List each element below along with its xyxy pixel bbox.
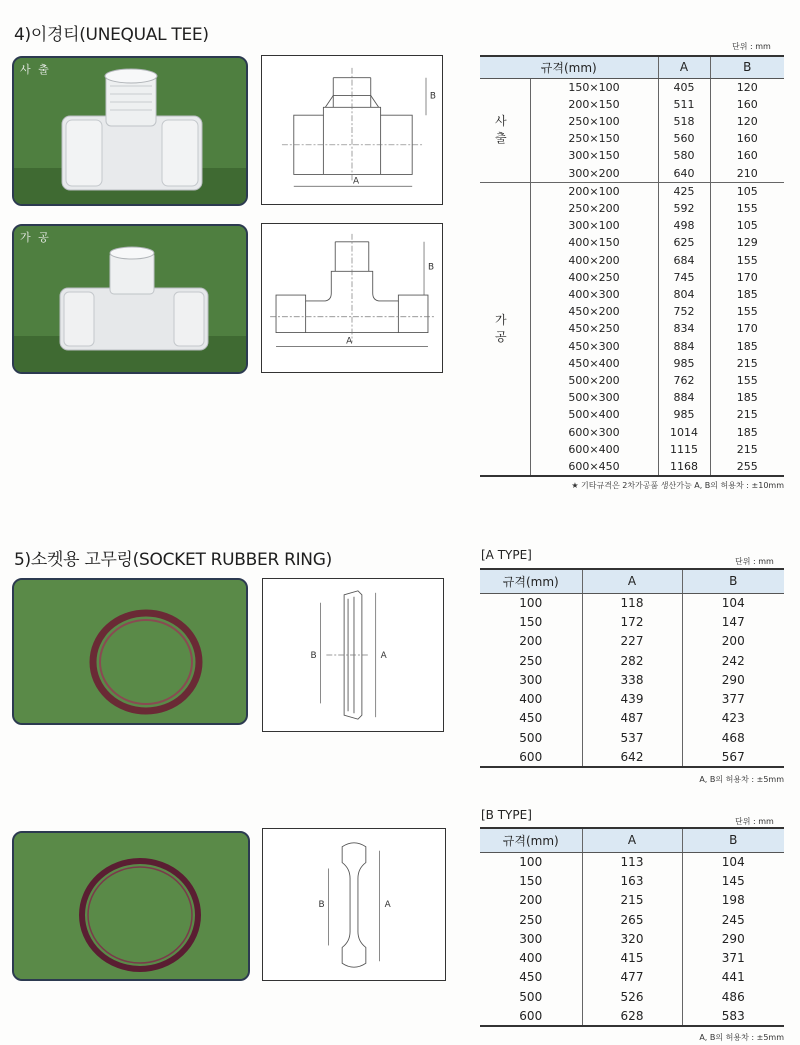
b-cell: 468 <box>721 730 745 745</box>
spec-cell: 100 <box>480 593 582 612</box>
col-header-spec: 규격(mm) <box>480 56 658 78</box>
b-cell: 155 <box>736 373 758 387</box>
spec-cell: 300×200 <box>530 165 658 183</box>
tee-fabricated-image <box>14 226 248 374</box>
table-row <box>480 852 784 871</box>
a-cell: 215 <box>582 891 682 910</box>
ring-a-dim-b: B <box>310 650 317 661</box>
b-cell: 371 <box>721 951 745 966</box>
ring-a-dim-a: A <box>380 650 387 661</box>
a-cell: 580 <box>658 147 710 164</box>
spec-cell: 450×400 <box>530 355 658 372</box>
table-row <box>480 78 784 96</box>
spec-cell: 300 <box>480 929 582 948</box>
a-cell: 1014 <box>658 424 710 441</box>
a-cell: 752 <box>658 303 710 320</box>
b-cell: 185 <box>736 339 758 353</box>
a-cell: 985 <box>658 355 710 372</box>
ring-a-image <box>14 580 248 725</box>
b-cell: 567 <box>682 747 784 766</box>
a-cell: 439 <box>582 689 682 708</box>
photo-label-injection: 사 출 <box>20 63 51 76</box>
spec-cell: 500×400 <box>530 406 658 423</box>
a-cell: 985 <box>658 406 710 423</box>
a-cell: 884 <box>658 338 710 355</box>
a-cell: 560 <box>658 130 710 147</box>
b-cell: 104 <box>721 854 745 869</box>
table-row <box>480 968 784 987</box>
table-row <box>480 651 784 670</box>
a-cell: 265 <box>582 910 682 929</box>
spec-cell: 450 <box>480 968 582 987</box>
spec-cell: 150 <box>480 612 582 631</box>
a-cell: 1168 <box>658 458 710 476</box>
spec-cell: 450 <box>480 709 582 728</box>
b-cell: 200 <box>721 634 745 649</box>
tee-photo-injection <box>12 56 248 206</box>
ring-b-table-header <box>480 828 784 852</box>
ring-b-dim-a: A <box>384 899 391 910</box>
b-cell: 215 <box>736 356 758 370</box>
a-cell: 405 <box>658 78 710 96</box>
a-cell: 684 <box>658 252 710 269</box>
b-cell: 255 <box>710 458 784 476</box>
ring-b-diagram <box>263 829 445 980</box>
b-cell: 245 <box>721 912 745 927</box>
ring-a-unit-label: 단위 : mm <box>735 557 774 566</box>
ring-a-col-a: A <box>582 569 682 593</box>
ring-b-tolerance-note: A, B의 허용차 : ±5mm <box>699 1033 784 1042</box>
a-cell: 477 <box>582 968 682 987</box>
b-cell: 129 <box>736 236 758 250</box>
a-cell: 320 <box>582 929 682 948</box>
ring-photo-a-type <box>12 578 248 725</box>
b-cell: 160 <box>736 132 758 146</box>
table-row <box>480 593 784 612</box>
ring-photo-b-type <box>12 831 250 981</box>
spec-cell: 300 <box>480 670 582 689</box>
a-cell: 498 <box>658 217 710 234</box>
spec-cell: 150×100 <box>530 78 658 96</box>
tee1-dim-a: A <box>352 176 360 187</box>
tee-table-header <box>480 56 784 78</box>
spec-cell: 600 <box>480 747 582 766</box>
tee-tolerance-note: ★ 기타규격은 2차가공품 생산가능 A, B의 허용차 : ±10mm <box>571 481 784 490</box>
spec-cell: 600 <box>480 1006 582 1025</box>
ring-b-table <box>480 827 784 1027</box>
spec-cell: 600×450 <box>530 458 658 476</box>
table-row <box>480 747 784 766</box>
tee-drawing-fabricated <box>261 223 443 373</box>
a-cell: 526 <box>582 987 682 1006</box>
ring-b-dim-b: B <box>318 899 325 910</box>
b-cell: 423 <box>721 711 745 726</box>
b-cell: 160 <box>736 149 758 163</box>
b-cell: 155 <box>736 253 758 267</box>
b-cell: 441 <box>721 970 745 985</box>
b-cell: 377 <box>721 692 745 707</box>
a-cell: 592 <box>658 200 710 217</box>
table-row <box>480 670 784 689</box>
ring-a-tolerance-note: A, B의 허용차 : ±5mm <box>699 775 784 784</box>
b-cell: 155 <box>736 201 758 215</box>
b-cell: 105 <box>736 219 758 233</box>
a-cell: 163 <box>582 871 682 890</box>
b-cell: 583 <box>682 1006 784 1025</box>
ring-b-image <box>14 833 250 981</box>
photo-label-fabricated: 가 공 <box>20 231 51 244</box>
a-cell: 642 <box>582 747 682 766</box>
table-row <box>480 891 784 910</box>
b-cell: 160 <box>736 97 758 111</box>
spec-cell: 400 <box>480 689 582 708</box>
a-cell: 804 <box>658 286 710 303</box>
b-cell: 145 <box>721 873 745 888</box>
b-cell: 185 <box>736 391 758 405</box>
spec-cell: 150 <box>480 871 582 890</box>
b-cell: 170 <box>736 270 758 284</box>
tee-drawing-injection <box>261 55 443 205</box>
tee2-dim-a: A <box>346 336 353 347</box>
table-row <box>480 728 784 747</box>
table-row <box>480 689 784 708</box>
b-cell: 290 <box>721 672 745 687</box>
tee2-dim-b: B <box>427 262 435 273</box>
ring-b-type-label: [B TYPE] <box>481 808 532 822</box>
a-cell: 640 <box>658 165 710 183</box>
b-cell: 120 <box>736 80 758 94</box>
a-cell: 511 <box>658 96 710 113</box>
table-row <box>480 987 784 1006</box>
spec-cell: 500 <box>480 987 582 1006</box>
a-cell: 518 <box>658 113 710 130</box>
spec-cell: 250×150 <box>530 130 658 147</box>
table-row <box>480 948 784 967</box>
ring-a-col-spec: 규격(mm) <box>480 569 582 593</box>
spec-cell: 500×300 <box>530 389 658 406</box>
spec-cell: 200 <box>480 632 582 651</box>
spec-cell: 500×200 <box>530 372 658 389</box>
b-cell: 242 <box>721 653 745 668</box>
spec-cell: 400×250 <box>530 269 658 286</box>
group-label: 가 공 <box>480 182 530 476</box>
b-cell: 120 <box>736 114 758 128</box>
b-cell: 215 <box>736 408 758 422</box>
ring-b-unit-label: 단위 : mm <box>735 817 774 826</box>
b-cell: 170 <box>736 322 758 336</box>
b-cell: 290 <box>721 931 745 946</box>
a-cell: 227 <box>582 632 682 651</box>
tee-fabricated-diagram <box>262 224 442 372</box>
a-cell: 762 <box>658 372 710 389</box>
table-row <box>480 612 784 631</box>
ring-b-col-spec: 규격(mm) <box>480 828 582 852</box>
spec-cell: 200×100 <box>530 182 658 200</box>
table-row <box>480 709 784 728</box>
spec-cell: 200 <box>480 891 582 910</box>
tee-unit-label: 단위 : mm <box>732 42 771 51</box>
ring-a-table <box>480 568 784 768</box>
b-cell: 215 <box>736 442 758 456</box>
b-cell: 210 <box>710 165 784 183</box>
b-cell: 105 <box>736 184 758 198</box>
a-cell: 834 <box>658 320 710 337</box>
spec-cell: 200×150 <box>530 96 658 113</box>
a-cell: 113 <box>582 852 682 871</box>
col-header-b: B <box>710 56 784 78</box>
a-cell: 282 <box>582 651 682 670</box>
table-row <box>480 929 784 948</box>
group-label: 사 출 <box>480 78 530 182</box>
col-header-a: A <box>658 56 710 78</box>
ring-section-title: 5)소켓용 고무링(SOCKET RUBBER RING) <box>14 550 332 570</box>
tee-photo-fabricated <box>12 224 248 374</box>
b-cell: 486 <box>721 989 745 1004</box>
spec-cell: 450×200 <box>530 303 658 320</box>
spec-cell: 600×400 <box>530 441 658 458</box>
a-cell: 537 <box>582 728 682 747</box>
tee-injection-diagram <box>262 56 442 204</box>
spec-cell: 400×300 <box>530 286 658 303</box>
a-cell: 1115 <box>658 441 710 458</box>
b-cell: 147 <box>721 614 745 629</box>
spec-cell: 600×300 <box>530 424 658 441</box>
table-row <box>480 1006 784 1025</box>
ring-b-col-a: A <box>582 828 682 852</box>
ring-a-type-label: [A TYPE] <box>481 548 532 562</box>
b-cell: 185 <box>736 425 758 439</box>
a-cell: 628 <box>582 1006 682 1025</box>
spec-cell: 100 <box>480 852 582 871</box>
a-cell: 487 <box>582 709 682 728</box>
b-cell: 185 <box>736 287 758 301</box>
a-cell: 625 <box>658 234 710 251</box>
spec-cell: 450×250 <box>530 320 658 337</box>
spec-cell: 500 <box>480 728 582 747</box>
spec-cell: 450×300 <box>530 338 658 355</box>
b-cell: 104 <box>721 595 745 610</box>
b-cell: 155 <box>736 305 758 319</box>
ring-b-col-b: B <box>682 828 784 852</box>
spec-cell: 250×100 <box>530 113 658 130</box>
ring-drawing-a-type <box>262 578 444 732</box>
spec-cell: 400×150 <box>530 234 658 251</box>
ring-drawing-b-type <box>262 828 446 981</box>
a-cell: 415 <box>582 948 682 967</box>
spec-cell: 300×150 <box>530 147 658 164</box>
ring-a-diagram <box>263 579 443 731</box>
a-cell: 172 <box>582 612 682 631</box>
a-cell: 425 <box>658 182 710 200</box>
spec-cell: 250×200 <box>530 200 658 217</box>
tee-spec-table <box>480 55 784 477</box>
spec-cell: 400 <box>480 948 582 967</box>
spec-cell: 250 <box>480 910 582 929</box>
table-row <box>480 632 784 651</box>
spec-cell: 250 <box>480 651 582 670</box>
table-row <box>480 871 784 890</box>
ring-a-col-b: B <box>682 569 784 593</box>
a-cell: 745 <box>658 269 710 286</box>
a-cell: 118 <box>582 593 682 612</box>
a-cell: 884 <box>658 389 710 406</box>
tee-injection-image <box>14 58 248 206</box>
tee1-dim-b: B <box>429 91 437 102</box>
tee-section-title: 4)이경티(UNEQUAL TEE) <box>14 25 209 45</box>
spec-cell: 300×100 <box>530 217 658 234</box>
spec-cell: 400×200 <box>530 252 658 269</box>
b-cell: 198 <box>721 893 745 908</box>
a-cell: 338 <box>582 670 682 689</box>
ring-a-table-header <box>480 569 784 593</box>
table-row <box>480 182 784 200</box>
table-row <box>480 910 784 929</box>
